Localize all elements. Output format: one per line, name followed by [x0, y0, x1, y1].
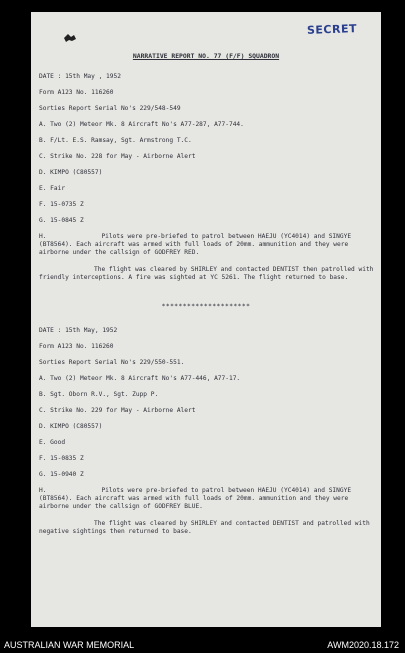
ink-blot-icon — [62, 32, 78, 44]
report1-item-b: B. F/Lt. E.S. Ramsay, Sgt. Armstrong T.C. — [39, 137, 192, 144]
report1-h-label: H. — [39, 233, 47, 240]
report1-item-e: E. Fair — [39, 185, 66, 192]
report2-h-label: H. — [39, 487, 47, 494]
report1-item-f: F. 15-0735 Z — [39, 201, 84, 208]
archive-footer — [0, 637, 405, 653]
report1-sortie: Sorties Report Serial No's 229/548-549 — [39, 105, 181, 112]
secret-stamp: SECRET — [306, 22, 358, 37]
report2-form: Form A123 No. 116260 — [39, 343, 114, 350]
report2-item-b: B. Sgt. Oborn R.V., Sgt. Zupp P. — [39, 391, 159, 398]
report2-h-text: Pilots were pre-briefed to patrol between HAEJU (YC4014) and SINGYE (BT8564). Each aircraft was armed with full loads of 20mm. ammunition and they were airborne under the callsign of GODFREY BLUE. — [39, 487, 352, 510]
report1-form: Form A123 No. 116260 — [39, 89, 114, 96]
report2-item-c: C. Strike No. 229 for May - Airborne Alert — [39, 407, 196, 414]
report-title: NARRATIVE REPORT NO. 77 (F/F) SQUADRON — [132, 52, 280, 60]
report2-sortie: Sorties Report Serial No's 229/550-551. — [39, 359, 185, 366]
report1-item-h — [39, 233, 374, 256]
report2-item-f: F. 15-0835 Z — [39, 455, 84, 462]
footer-source: AUSTRALIAN WAR MEMORIAL — [4, 640, 135, 650]
report2-h-text2: The flight was cleared by SHIRLEY and contacted DENTIST and patrolled with negative sightings then returned to base. — [39, 520, 370, 535]
report2-item-h-continued — [39, 520, 374, 536]
report1-item-c: C. Strike No. 228 for May - Airborne Alert — [39, 153, 196, 160]
report2-date: DATE : 15th May, 1952 — [39, 327, 118, 334]
report1-h-text2: The flight was cleared by SHIRLEY and contacted DENTIST then patrolled with friendly interceptions. A fire was sighted at YC 5261. The flight returned to base. — [39, 266, 374, 281]
report2-item-h — [39, 487, 374, 510]
report1-item-a: A. Two (2) Meteor Mk. 8 Aircraft No's A77-287, A77-744. — [39, 121, 244, 128]
report2-item-g: G. 15-0940 Z — [39, 471, 84, 478]
report2-item-d: D. KIMPO (C80557) — [39, 423, 103, 430]
section-divider: ********************* — [161, 303, 251, 310]
report2-item-a: A. Two (2) Meteor Mk. 8 Aircraft No's A77-446, A77-17. — [39, 375, 241, 382]
report2-item-e: E. Good — [39, 439, 66, 446]
footer-accession-number: AWM2020.18.172 — [327, 640, 399, 650]
report1-item-d: D. KIMPO (C80557) — [39, 169, 103, 176]
report1-h-text: Pilots were pre-briefed to patrol between HAEJU (YC4014) and SINGYE (BT8564). Each aircraft was armed with full loads of 20mm. ammunition and they were airborne under the callsign of GODFREY RED. — [39, 233, 352, 256]
document-page — [31, 12, 381, 627]
report1-item-h-continued — [39, 266, 374, 282]
report1-item-g: G. 15-0845 Z — [39, 217, 84, 224]
report1-date: DATE : 15th May , 1952 — [39, 73, 121, 80]
